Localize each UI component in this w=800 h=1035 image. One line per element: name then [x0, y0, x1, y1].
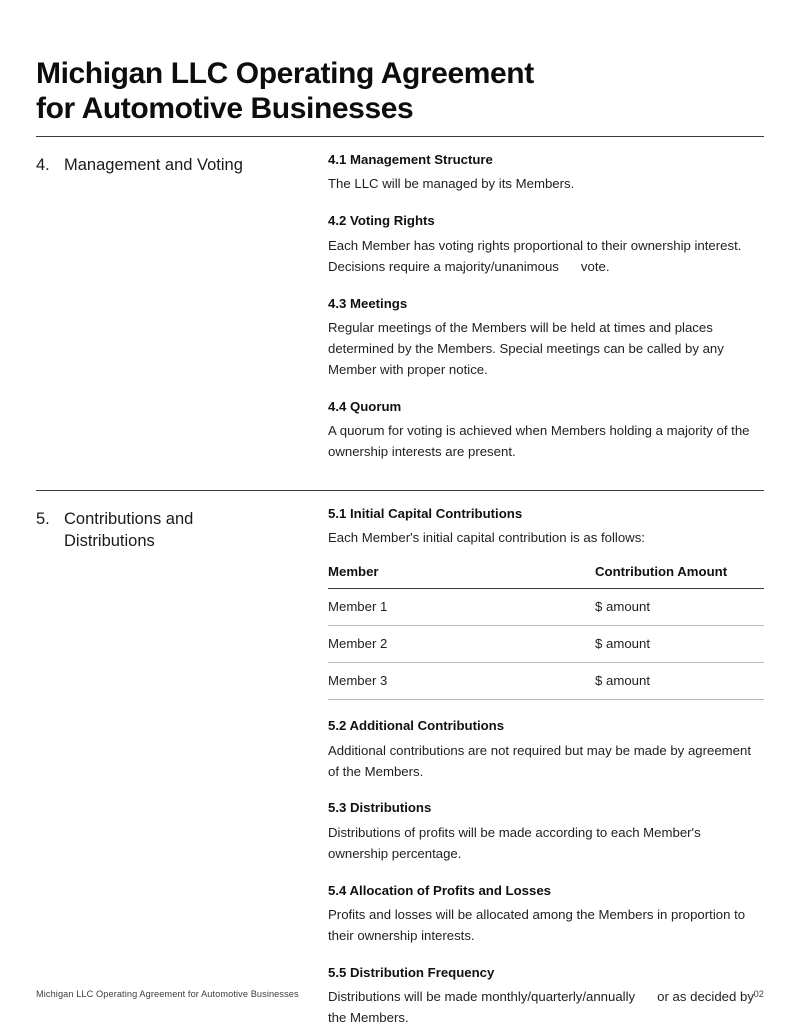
contribution-table [328, 564, 764, 700]
subsection-4-4 [328, 398, 764, 463]
subsection-5-4 [328, 882, 764, 947]
subsection-5-2 [328, 717, 764, 782]
section-5-heading [36, 508, 318, 553]
subsection-5-3-title: 5.3 Distributions [328, 800, 432, 816]
subsection-4-1-title: 4.1 Management Structure [328, 152, 493, 167]
section-management-and-voting [36, 136, 764, 463]
page-title [36, 56, 736, 126]
column-header-contribution-amount: Contribution Amount [595, 564, 764, 589]
subsection-4-2-body [328, 236, 764, 278]
subsection-5-5-text-after: or as decided by the Members. [328, 989, 754, 1026]
page-title-line-2: for Automotive Businesses [36, 92, 414, 126]
subsection-5-4-title: 5.4 Allocation of Profits and Losses [328, 882, 552, 898]
section-5-number: 5. [36, 509, 50, 528]
subsection-4-3 [328, 295, 764, 381]
subsection-5-5-text-before: Distributions will be made [328, 989, 478, 1005]
subsection-4-2 [328, 212, 764, 277]
table-row [328, 589, 764, 626]
cell-contribution-amount: $ amount [595, 626, 764, 663]
table-row [328, 626, 764, 663]
document-content [36, 136, 764, 1029]
cell-member-name: Member 3 [328, 663, 595, 700]
page-title-line-1: Michigan LLC Operating Agreement [36, 57, 534, 91]
subsection-4-3-title: 4.3 Meetings [328, 295, 408, 311]
section-contributions-and-distributions [36, 490, 764, 1029]
subsection-4-4-title: 4.4 Quorum [328, 398, 402, 414]
subsection-5-2-title: 5.2 Additional Contributions [328, 718, 505, 734]
cell-contribution-amount: $ amount [595, 589, 764, 626]
section-4-heading-column [36, 151, 328, 176]
subsection-5-1-title: 5.1 Initial Capital Contributions [328, 505, 523, 521]
subsection-4-1-body: The LLC will be managed by its Members. [328, 176, 575, 192]
section-5-title-line-2: Distributions [64, 532, 155, 551]
subsection-4-3-body: Regular meetings of the Members will be held at times and places determined by the Members. Special meetings can be called by any Member with proper notice. [328, 320, 724, 377]
section-4-number: 4. [36, 156, 50, 174]
section-5-title [64, 508, 318, 553]
section-4-title: Management and Voting [64, 156, 243, 174]
distribution-frequency-blank: monthly/quarterly/annually [481, 989, 636, 1005]
voting-threshold-blank: majority/unanimous [444, 258, 559, 274]
section-4-heading [36, 154, 318, 176]
subsection-4-1 [328, 151, 764, 195]
table-row [328, 663, 764, 700]
section-5-title-line-1: Contributions and [64, 509, 194, 528]
subsection-4-4-body: A quorum for voting is achieved when Members holding a majority of the ownership interests are present. [328, 423, 750, 459]
column-header-member: Member [328, 564, 595, 589]
section-4-body-column [328, 151, 764, 463]
subsection-5-4-body: Profits and losses will be allocated among the Members in proportion to their ownership interests. [328, 907, 746, 943]
subsection-5-1 [328, 505, 764, 700]
subsection-5-3-body: Distributions of profits will be made according to each Member's ownership percentage. [328, 824, 701, 861]
table-header-row [328, 564, 764, 589]
section-5-body-column [328, 505, 764, 1029]
subsection-4-2-title: 4.2 Voting Rights [328, 213, 435, 229]
subsection-4-2-text-after: vote. [580, 258, 610, 274]
subsection-5-5-title: 5.5 Distribution Frequency [328, 964, 495, 980]
footer-page-number: 02 [753, 989, 764, 999]
section-5-heading-column [36, 505, 328, 553]
subsection-5-1-body: Each Member's initial capital contribution is as follows: [328, 530, 645, 546]
subsection-5-3 [328, 799, 764, 864]
cell-contribution-amount: $ amount [595, 663, 764, 700]
cell-member-name: Member 1 [328, 589, 595, 626]
page-footer [36, 989, 764, 999]
subsection-5-2-body: Additional contributions are not required but may be made by agreement of the Members. [328, 742, 751, 779]
footer-document-name: Michigan LLC Operating Agreement for Automotive Businesses [36, 989, 299, 999]
cell-member-name: Member 2 [328, 626, 595, 663]
subsection-4-2-text-before: Each Member has voting rights proportional to their ownership interest. Decisions require a [328, 237, 742, 274]
